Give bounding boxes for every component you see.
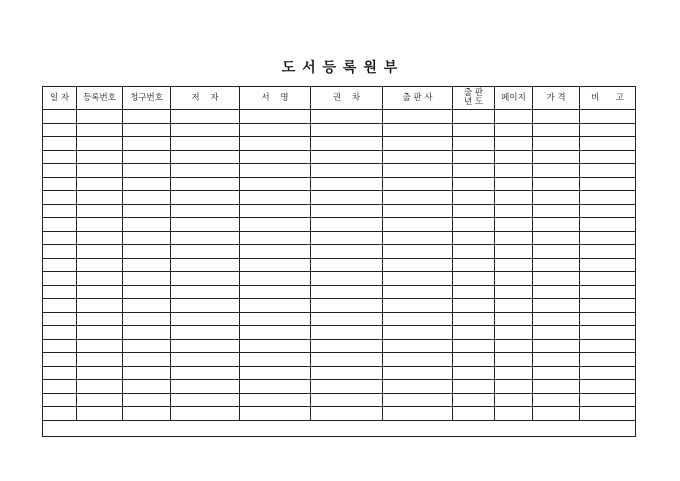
table-cell-call_no[interactable] [123, 272, 171, 286]
table-cell-price[interactable] [533, 137, 580, 151]
table-cell-pages[interactable] [495, 245, 533, 259]
table-cell-pub_year[interactable] [453, 150, 495, 164]
table-cell-reg_no[interactable] [77, 150, 123, 164]
table-cell-price[interactable] [533, 231, 580, 245]
table-cell-pages[interactable] [495, 258, 533, 272]
table-row [43, 137, 636, 151]
table-cell-pages[interactable] [495, 285, 533, 299]
table-cell-publisher[interactable] [383, 245, 453, 259]
table-cell-author[interactable] [171, 137, 240, 151]
page-title: 도 서 등 록 원 부 [281, 60, 399, 76]
table-cell-remarks[interactable] [580, 299, 636, 313]
table-cell-date[interactable] [43, 366, 77, 380]
table-cell-pub_year[interactable] [453, 137, 495, 151]
table-row [43, 299, 636, 313]
table-cell-publisher[interactable] [383, 326, 453, 340]
table-cell-reg_no[interactable] [77, 204, 123, 218]
column-header-price: 가 격 [533, 87, 580, 110]
table-cell-date[interactable] [43, 272, 77, 286]
footer-cell[interactable] [43, 420, 636, 436]
table-cell-pages[interactable] [495, 137, 533, 151]
table-cell-date[interactable] [43, 245, 77, 259]
table-cell-reg_no[interactable] [77, 164, 123, 178]
table-cell-date[interactable] [43, 137, 77, 151]
table-cell-volume[interactable] [311, 177, 383, 191]
table-cell-pages[interactable] [495, 231, 533, 245]
table-cell-date[interactable] [43, 123, 77, 137]
table-cell-publisher[interactable] [383, 380, 453, 394]
table-cell-date[interactable] [43, 110, 77, 124]
table-cell-price[interactable] [533, 299, 580, 313]
table-cell-pub_year[interactable] [453, 218, 495, 232]
footer-row [43, 420, 636, 436]
table-cell-book_title[interactable] [240, 231, 311, 245]
table-cell-date[interactable] [43, 191, 77, 205]
table-cell-author[interactable] [171, 312, 240, 326]
table-cell-call_no[interactable] [123, 285, 171, 299]
table-cell-date[interactable] [43, 312, 77, 326]
book-registry-table [42, 86, 636, 437]
table-cell-reg_no[interactable] [77, 110, 123, 124]
table-cell-publisher[interactable] [383, 231, 453, 245]
table-cell-call_no[interactable] [123, 407, 171, 421]
table-row [43, 177, 636, 191]
column-header-author: 저 자 [171, 87, 240, 110]
table-row [43, 164, 636, 178]
table-cell-price[interactable] [533, 393, 580, 407]
table-cell-pages[interactable] [495, 110, 533, 124]
table-row [43, 150, 636, 164]
table-cell-pub_year[interactable] [453, 245, 495, 259]
table-cell-date[interactable] [43, 285, 77, 299]
table-cell-volume[interactable] [311, 150, 383, 164]
table-cell-pages[interactable] [495, 407, 533, 421]
table-cell-price[interactable] [533, 245, 580, 259]
table-cell-price[interactable] [533, 150, 580, 164]
table-cell-price[interactable] [533, 272, 580, 286]
table-cell-volume[interactable] [311, 339, 383, 353]
table-cell-publisher[interactable] [383, 191, 453, 205]
table-cell-book_title[interactable] [240, 245, 311, 259]
table-cell-reg_no[interactable] [77, 285, 123, 299]
table-cell-reg_no[interactable] [77, 191, 123, 205]
table-cell-price[interactable] [533, 353, 580, 367]
table-cell-date[interactable] [43, 339, 77, 353]
table-cell-volume[interactable] [311, 299, 383, 313]
table-cell-price[interactable] [533, 177, 580, 191]
table-row [43, 285, 636, 299]
table-cell-book_title[interactable] [240, 312, 311, 326]
table-cell-remarks[interactable] [580, 326, 636, 340]
table-cell-call_no[interactable] [123, 164, 171, 178]
table-cell-volume[interactable] [311, 326, 383, 340]
table-cell-call_no[interactable] [123, 123, 171, 137]
table-cell-reg_no[interactable] [77, 366, 123, 380]
table-cell-pub_year[interactable] [453, 393, 495, 407]
table-row [43, 353, 636, 367]
table-cell-reg_no[interactable] [77, 353, 123, 367]
table-cell-volume[interactable] [311, 285, 383, 299]
column-header-date: 일 자 [43, 87, 77, 110]
table-cell-publisher[interactable] [383, 164, 453, 178]
table-cell-date[interactable] [43, 164, 77, 178]
table-cell-price[interactable] [533, 407, 580, 421]
table-cell-author[interactable] [171, 272, 240, 286]
table-cell-call_no[interactable] [123, 218, 171, 232]
table-cell-remarks[interactable] [580, 231, 636, 245]
publication-year-label-line1: 출 판 [463, 88, 484, 98]
table-cell-book_title[interactable] [240, 299, 311, 313]
table-cell-volume[interactable] [311, 218, 383, 232]
table-cell-pub_year[interactable] [453, 204, 495, 218]
table-cell-book_title[interactable] [240, 272, 311, 286]
table-cell-book_title[interactable] [240, 204, 311, 218]
table-cell-author[interactable] [171, 231, 240, 245]
table-cell-author[interactable] [171, 339, 240, 353]
table-cell-date[interactable] [43, 407, 77, 421]
table-cell-volume[interactable] [311, 164, 383, 178]
table-cell-call_no[interactable] [123, 150, 171, 164]
table-cell-pub_year[interactable] [453, 312, 495, 326]
table-row [43, 380, 636, 394]
table-cell-price[interactable] [533, 285, 580, 299]
table-cell-volume[interactable] [311, 245, 383, 259]
table-row [43, 407, 636, 421]
column-header-publication-year [453, 87, 495, 110]
table-cell-book_title[interactable] [240, 177, 311, 191]
table-cell-date[interactable] [43, 299, 77, 313]
table-cell-date[interactable] [43, 150, 77, 164]
table-cell-pub_year[interactable] [453, 285, 495, 299]
table-cell-publisher[interactable] [383, 407, 453, 421]
table-cell-publisher[interactable] [383, 353, 453, 367]
table-cell-author[interactable] [171, 285, 240, 299]
table-cell-call_no[interactable] [123, 258, 171, 272]
table-cell-author[interactable] [171, 110, 240, 124]
table-cell-book_title[interactable] [240, 164, 311, 178]
table-cell-reg_no[interactable] [77, 177, 123, 191]
table-cell-pages[interactable] [495, 272, 533, 286]
table-cell-pages[interactable] [495, 366, 533, 380]
table-cell-publisher[interactable] [383, 285, 453, 299]
table-cell-pages[interactable] [495, 380, 533, 394]
table-cell-author[interactable] [171, 177, 240, 191]
table-cell-pub_year[interactable] [453, 191, 495, 205]
table-cell-publisher[interactable] [383, 150, 453, 164]
table-cell-book_title[interactable] [240, 380, 311, 394]
table-cell-reg_no[interactable] [77, 312, 123, 326]
table-cell-volume[interactable] [311, 312, 383, 326]
table-cell-volume[interactable] [311, 110, 383, 124]
table-cell-book_title[interactable] [240, 137, 311, 151]
table-cell-book_title[interactable] [240, 285, 311, 299]
table-cell-volume[interactable] [311, 123, 383, 137]
table-cell-book_title[interactable] [240, 393, 311, 407]
table-cell-pub_year[interactable] [453, 380, 495, 394]
table-cell-date[interactable] [43, 218, 77, 232]
table-cell-pages[interactable] [495, 218, 533, 232]
column-header-remarks: 비 고 [580, 87, 636, 110]
table-row [43, 231, 636, 245]
table-row [43, 312, 636, 326]
table-cell-price[interactable] [533, 123, 580, 137]
table-cell-remarks[interactable] [580, 407, 636, 421]
table-cell-volume[interactable] [311, 272, 383, 286]
table-cell-publisher[interactable] [383, 299, 453, 313]
column-header-call-number: 청구번호 [123, 87, 171, 110]
column-header-publisher: 출 판 사 [383, 87, 453, 110]
table-cell-publisher[interactable] [383, 123, 453, 137]
table-cell-call_no[interactable] [123, 339, 171, 353]
table-cell-pages[interactable] [495, 164, 533, 178]
table-cell-volume[interactable] [311, 353, 383, 367]
table-cell-call_no[interactable] [123, 380, 171, 394]
table-cell-remarks[interactable] [580, 272, 636, 286]
table-cell-pages[interactable] [495, 353, 533, 367]
table-cell-volume[interactable] [311, 407, 383, 421]
table-cell-remarks[interactable] [580, 191, 636, 205]
table-row [43, 191, 636, 205]
table-cell-reg_no[interactable] [77, 380, 123, 394]
table-cell-pages[interactable] [495, 312, 533, 326]
table-cell-call_no[interactable] [123, 137, 171, 151]
table-cell-pages[interactable] [495, 150, 533, 164]
table-row [43, 110, 636, 124]
table-cell-author[interactable] [171, 299, 240, 313]
table-cell-reg_no[interactable] [77, 272, 123, 286]
table-cell-pub_year[interactable] [453, 407, 495, 421]
table-cell-remarks[interactable] [580, 339, 636, 353]
table-cell-price[interactable] [533, 191, 580, 205]
table-cell-date[interactable] [43, 380, 77, 394]
table-cell-author[interactable] [171, 353, 240, 367]
table-cell-call_no[interactable] [123, 326, 171, 340]
table-cell-publisher[interactable] [383, 258, 453, 272]
table-cell-pub_year[interactable] [453, 272, 495, 286]
table-cell-publisher[interactable] [383, 272, 453, 286]
table-cell-publisher[interactable] [383, 339, 453, 353]
table-cell-author[interactable] [171, 204, 240, 218]
table-cell-reg_no[interactable] [77, 137, 123, 151]
table-cell-pages[interactable] [495, 123, 533, 137]
table-cell-book_title[interactable] [240, 326, 311, 340]
table-cell-publisher[interactable] [383, 204, 453, 218]
table-row [43, 326, 636, 340]
table-cell-date[interactable] [43, 326, 77, 340]
table-cell-pages[interactable] [495, 177, 533, 191]
table-cell-book_title[interactable] [240, 191, 311, 205]
table-cell-reg_no[interactable] [77, 326, 123, 340]
table-cell-pages[interactable] [495, 299, 533, 313]
table-cell-reg_no[interactable] [77, 407, 123, 421]
table-cell-book_title[interactable] [240, 110, 311, 124]
table-row [43, 366, 636, 380]
table-cell-volume[interactable] [311, 258, 383, 272]
table-cell-volume[interactable] [311, 137, 383, 151]
table-cell-reg_no[interactable] [77, 339, 123, 353]
table-cell-publisher[interactable] [383, 177, 453, 191]
table-cell-date[interactable] [43, 204, 77, 218]
table-cell-book_title[interactable] [240, 150, 311, 164]
table-cell-remarks[interactable] [580, 204, 636, 218]
table-cell-remarks[interactable] [580, 150, 636, 164]
table-cell-pages[interactable] [495, 339, 533, 353]
table-cell-remarks[interactable] [580, 312, 636, 326]
table-cell-remarks[interactable] [580, 177, 636, 191]
table-cell-publisher[interactable] [383, 312, 453, 326]
table-cell-pub_year[interactable] [453, 339, 495, 353]
table-cell-publisher[interactable] [383, 393, 453, 407]
table-cell-price[interactable] [533, 312, 580, 326]
table-cell-author[interactable] [171, 326, 240, 340]
table-cell-remarks[interactable] [580, 123, 636, 137]
column-header-registration-number: 등록번호 [77, 87, 123, 110]
table-cell-price[interactable] [533, 258, 580, 272]
column-header-pages: 페이지 [495, 87, 533, 110]
table-body [43, 110, 636, 421]
table-cell-date[interactable] [43, 393, 77, 407]
table-cell-call_no[interactable] [123, 393, 171, 407]
table-cell-book_title[interactable] [240, 407, 311, 421]
table-cell-remarks[interactable] [580, 393, 636, 407]
table-cell-remarks[interactable] [580, 137, 636, 151]
table-cell-remarks[interactable] [580, 110, 636, 124]
table-row [43, 339, 636, 353]
table-cell-pages[interactable] [495, 191, 533, 205]
table-cell-price[interactable] [533, 380, 580, 394]
table-cell-remarks[interactable] [580, 164, 636, 178]
table-cell-call_no[interactable] [123, 366, 171, 380]
table-cell-remarks[interactable] [580, 258, 636, 272]
table-cell-pub_year[interactable] [453, 123, 495, 137]
table-cell-remarks[interactable] [580, 218, 636, 232]
table-row [43, 204, 636, 218]
table-cell-remarks[interactable] [580, 353, 636, 367]
table-cell-call_no[interactable] [123, 245, 171, 259]
table-cell-reg_no[interactable] [77, 231, 123, 245]
table-cell-pub_year[interactable] [453, 299, 495, 313]
table-cell-date[interactable] [43, 231, 77, 245]
table-cell-reg_no[interactable] [77, 299, 123, 313]
table-cell-pub_year[interactable] [453, 231, 495, 245]
table-cell-price[interactable] [533, 204, 580, 218]
table-cell-publisher[interactable] [383, 366, 453, 380]
column-header-book-title: 서 명 [240, 87, 311, 110]
table-row [43, 218, 636, 232]
table-cell-volume[interactable] [311, 393, 383, 407]
table-cell-price[interactable] [533, 339, 580, 353]
table-cell-volume[interactable] [311, 191, 383, 205]
table-cell-volume[interactable] [311, 366, 383, 380]
table-cell-volume[interactable] [311, 204, 383, 218]
table-cell-book_title[interactable] [240, 339, 311, 353]
table-cell-author[interactable] [171, 123, 240, 137]
table-row [43, 272, 636, 286]
table-cell-author[interactable] [171, 366, 240, 380]
table-cell-book_title[interactable] [240, 123, 311, 137]
table-cell-price[interactable] [533, 326, 580, 340]
table-cell-book_title[interactable] [240, 258, 311, 272]
table-row [43, 393, 636, 407]
table-cell-pub_year[interactable] [453, 366, 495, 380]
table-cell-publisher[interactable] [383, 110, 453, 124]
table-cell-date[interactable] [43, 177, 77, 191]
table-cell-author[interactable] [171, 150, 240, 164]
column-header-volume: 권 차 [311, 87, 383, 110]
table-cell-call_no[interactable] [123, 177, 171, 191]
table-row [43, 123, 636, 137]
table-cell-remarks[interactable] [580, 380, 636, 394]
table-cell-date[interactable] [43, 258, 77, 272]
table-cell-call_no[interactable] [123, 353, 171, 367]
table-cell-pub_year[interactable] [453, 258, 495, 272]
table-cell-date[interactable] [43, 353, 77, 367]
table-cell-book_title[interactable] [240, 366, 311, 380]
table-cell-author[interactable] [171, 407, 240, 421]
header-row [43, 87, 636, 110]
table-cell-call_no[interactable] [123, 110, 171, 124]
table-cell-remarks[interactable] [580, 245, 636, 259]
table-cell-volume[interactable] [311, 380, 383, 394]
table-cell-call_no[interactable] [123, 312, 171, 326]
table-cell-pages[interactable] [495, 326, 533, 340]
table-cell-price[interactable] [533, 366, 580, 380]
table-cell-pub_year[interactable] [453, 164, 495, 178]
table-cell-reg_no[interactable] [77, 123, 123, 137]
table-cell-reg_no[interactable] [77, 393, 123, 407]
table-cell-author[interactable] [171, 245, 240, 259]
table-cell-book_title[interactable] [240, 353, 311, 367]
table-cell-author[interactable] [171, 380, 240, 394]
table-row [43, 258, 636, 272]
table-cell-author[interactable] [171, 218, 240, 232]
table-cell-reg_no[interactable] [77, 218, 123, 232]
table-cell-price[interactable] [533, 164, 580, 178]
table-cell-pub_year[interactable] [453, 353, 495, 367]
table-cell-call_no[interactable] [123, 299, 171, 313]
publication-year-label-line2: 년 도 [463, 97, 484, 107]
table-cell-author[interactable] [171, 393, 240, 407]
table-cell-reg_no[interactable] [77, 245, 123, 259]
table-cell-pub_year[interactable] [453, 110, 495, 124]
table-cell-call_no[interactable] [123, 231, 171, 245]
table-cell-publisher[interactable] [383, 218, 453, 232]
table-cell-price[interactable] [533, 218, 580, 232]
table-cell-remarks[interactable] [580, 285, 636, 299]
table-cell-pub_year[interactable] [453, 326, 495, 340]
table-cell-author[interactable] [171, 258, 240, 272]
table-cell-call_no[interactable] [123, 204, 171, 218]
table-cell-book_title[interactable] [240, 218, 311, 232]
table-cell-call_no[interactable] [123, 191, 171, 205]
table-cell-author[interactable] [171, 191, 240, 205]
table-cell-publisher[interactable] [383, 137, 453, 151]
table-row [43, 245, 636, 259]
table-cell-price[interactable] [533, 110, 580, 124]
table-cell-pages[interactable] [495, 393, 533, 407]
table-cell-remarks[interactable] [580, 366, 636, 380]
table-cell-author[interactable] [171, 164, 240, 178]
table-cell-reg_no[interactable] [77, 258, 123, 272]
table-cell-pub_year[interactable] [453, 177, 495, 191]
table-cell-pages[interactable] [495, 204, 533, 218]
table-cell-volume[interactable] [311, 231, 383, 245]
